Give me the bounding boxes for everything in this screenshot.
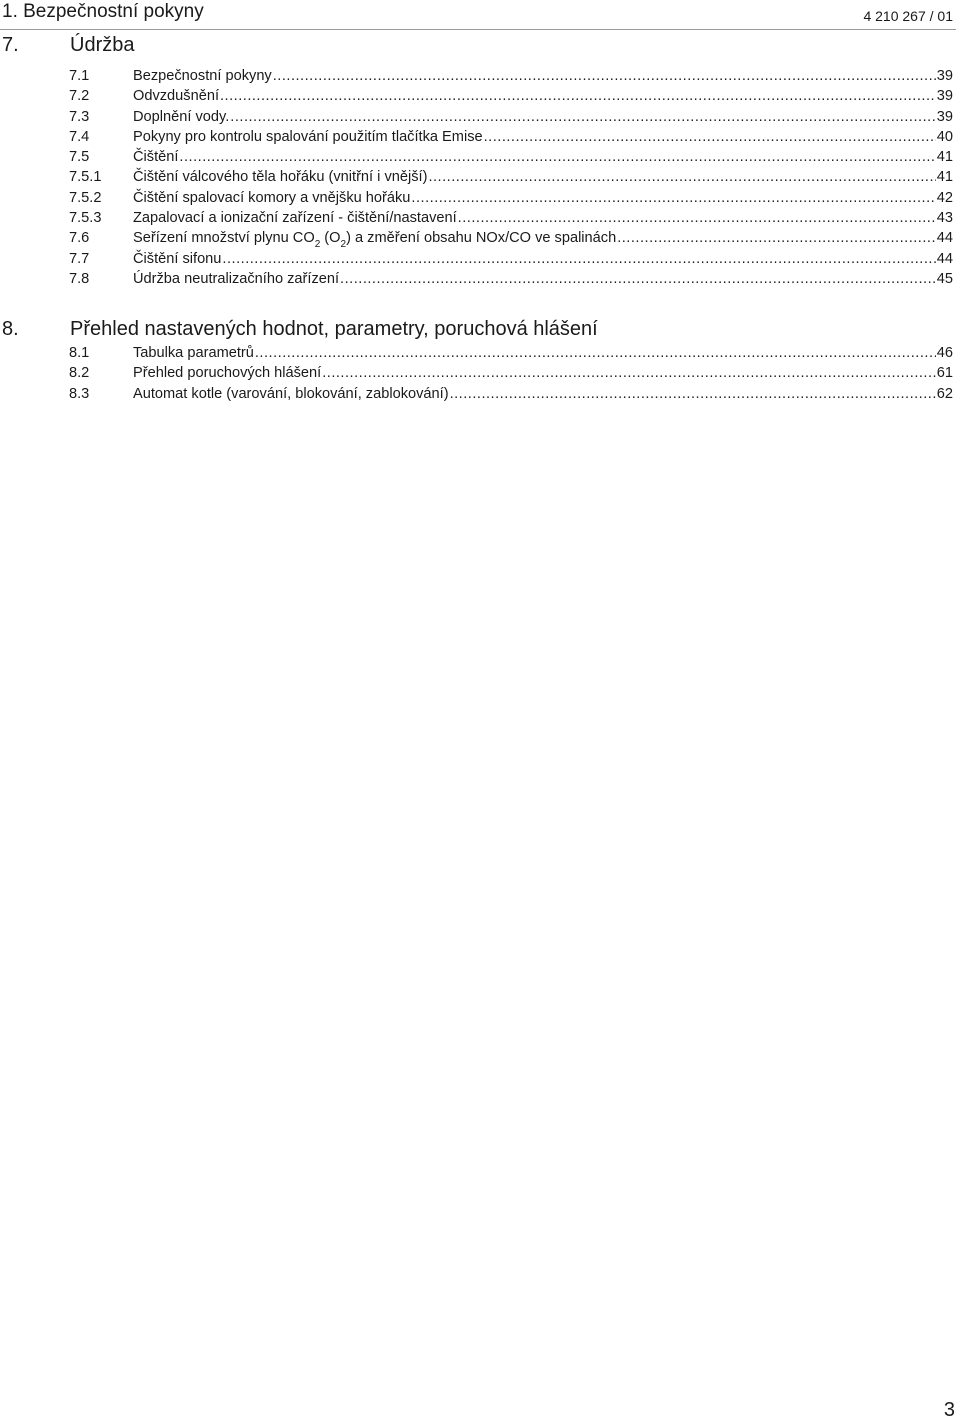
dot-leader [484,127,936,147]
page-header [0,0,956,30]
toc-entry-7-1[interactable] [0,66,956,86]
dot-leader [230,107,935,127]
toc-entry-8-1[interactable] [0,343,956,363]
toc-entry-label: Odvzdušnění [133,88,219,105]
toc-entry-7-7[interactable] [0,249,956,269]
section-number: 7. [2,34,19,56]
toc-entry-7-4[interactable] [0,127,956,147]
toc-entry-number: 8.2 [69,365,90,382]
label-part: Seřízení množství plynu CO [133,230,315,247]
toc-entry-8-3[interactable] [0,384,956,404]
toc-entry-number: 7.5.1 [69,169,102,186]
toc-entry-number: 7.6 [69,230,90,247]
toc-entry-page: 45 [936,270,953,287]
toc-entry-label: Pokyny pro kontrolu spalování použitím tlačítka Emise [133,128,483,145]
toc-entry-page: 41 [936,149,953,166]
toc-entry-7-5-1[interactable] [0,167,956,187]
toc-entry-number: 7.5.2 [69,189,102,206]
toc-entry-number: 7.2 [69,88,90,105]
toc-entry-8-2[interactable] [0,363,956,383]
toc-entry-label: Automat kotle (varování, blokování, zablokování) [133,385,449,402]
toc-entry-number: 7.8 [69,270,90,287]
dot-leader [273,66,936,86]
dot-leader [428,167,935,187]
dot-leader [222,249,935,269]
toc-entry-7-3[interactable] [0,107,956,127]
toc-entry-page: 40 [936,128,953,145]
section-title: Údržba [70,34,135,56]
toc-entry-page: 41 [936,169,953,186]
toc-entry-label: Údržba neutralizačního zařízení [133,270,340,287]
toc-entry-label: Čištění [133,149,179,166]
subscript: 2 [314,239,321,251]
page-number: 3 [943,1399,955,1421]
toc-entry-page: 39 [936,88,953,105]
toc-entry-label: Doplnění vody. [133,108,230,125]
header-title: 1. Bezpečnostní pokyny [2,1,204,22]
dot-leader [458,208,936,228]
toc-entry-number: 7.1 [69,68,90,84]
toc-entry-7-5-2[interactable] [0,188,956,208]
toc-entry-number: 8.1 [69,345,90,361]
toc-section-7 [0,31,956,289]
toc-entry-label: Čištění spalovací komory a vnějšku hořáku [133,189,411,206]
toc-entry-page: 44 [936,230,953,247]
section-heading [0,31,956,59]
subscript: 2 [340,239,347,251]
dot-leader [220,86,936,106]
toc-section-8 [0,315,956,404]
label-part: ) a změření obsahu NOx/CO ve spalinách [346,230,617,247]
section-number: 8. [2,318,19,340]
dot-leader [411,188,935,208]
toc-entry-number: 8.3 [69,385,90,402]
toc-entry-page: 46 [936,345,953,361]
toc-entry-label: Čištění sifonu [133,250,222,267]
toc-entry-number: 7.4 [69,128,90,145]
toc-entry-number: 7.7 [69,250,90,267]
toc-entry-7-2[interactable] [0,86,956,106]
toc-entry-7-6[interactable] [0,228,956,251]
toc-entry-page: 43 [936,210,953,227]
toc-entry-page: 42 [936,189,953,206]
dot-leader [255,343,936,363]
toc-entry-label: Přehled poruchových hlášení [133,365,322,382]
toc-entry-7-8[interactable] [0,269,956,289]
dot-leader [322,363,936,383]
toc-entry-label [133,228,617,251]
document-number: 4 210 267 / 01 [863,8,953,24]
toc-entry-7-5-3[interactable] [0,208,956,228]
section-title: Přehled nastavených hodnot, parametry, poruchová hlášení [70,318,598,340]
dot-leader [617,228,936,248]
dot-leader [179,147,935,167]
toc-entry-number: 7.5.3 [69,210,102,227]
toc-entry-page: 44 [936,250,953,267]
toc-entry-7-5[interactable] [0,147,956,167]
section-heading [0,315,956,343]
label-part: (O [320,230,341,247]
toc-entry-number: 7.5 [69,149,90,166]
toc-entry-page: 61 [936,365,953,382]
toc-entry-page: 39 [936,108,953,125]
toc-entry-number: 7.3 [69,108,90,125]
toc-entry-label: Zapalovací a ionizační zařízení - čištění/nastavení [133,210,457,227]
toc-entry-label: Čištění válcového těla hořáku (vnitřní i vnější) [133,169,428,186]
toc-entry-label: Tabulka parametrů [133,345,254,361]
toc-entry-label: Bezpečnostní pokyny [133,68,272,84]
toc-entry-page: 39 [936,68,953,84]
dot-leader [340,269,936,289]
dot-leader [450,384,936,404]
toc-entry-page: 62 [936,385,953,402]
